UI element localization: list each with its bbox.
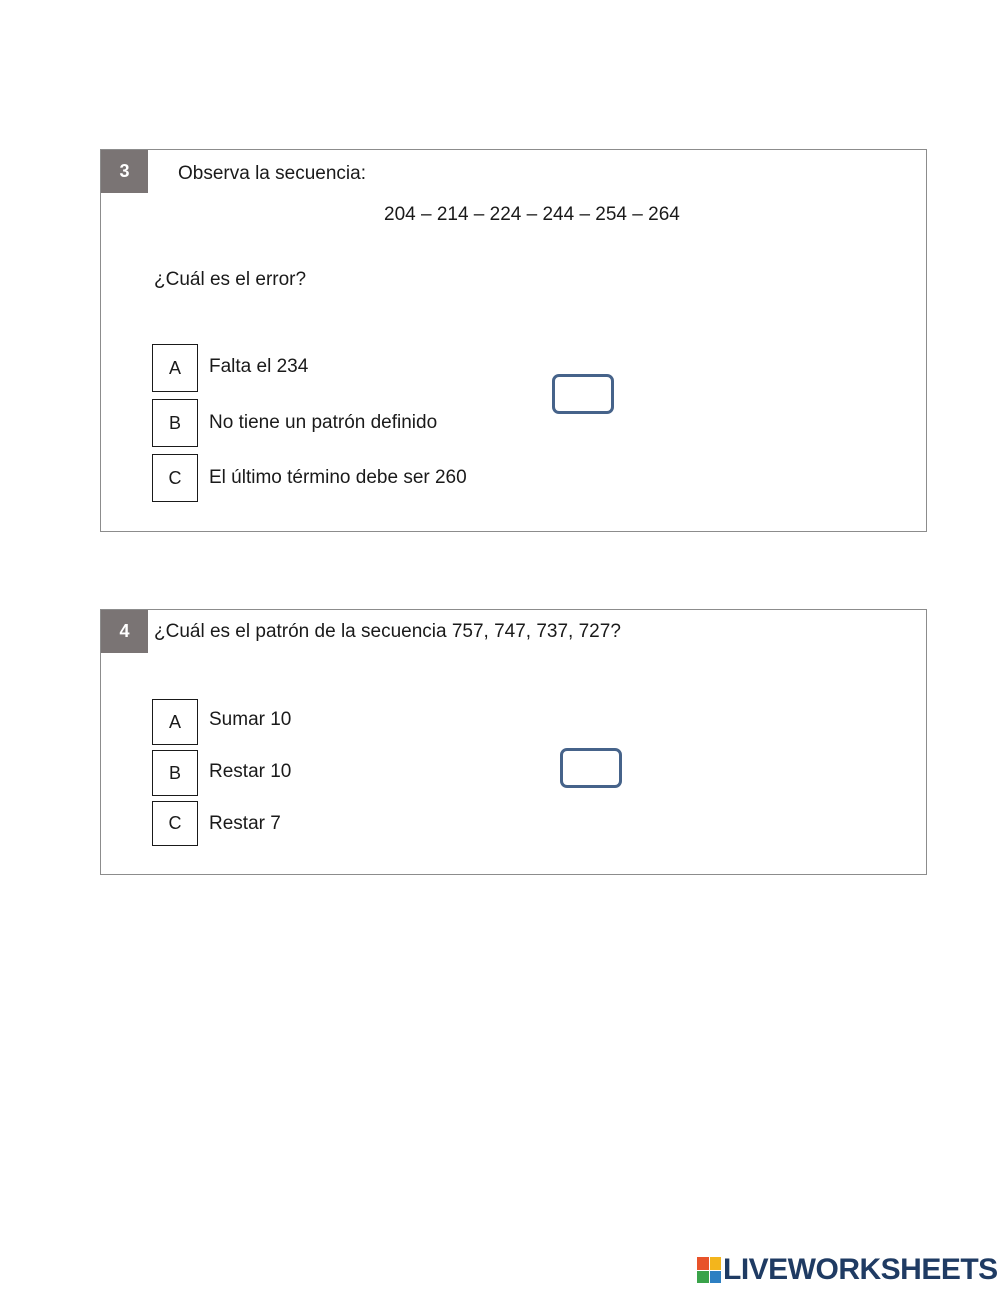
liveworksheets-logo (697, 1254, 998, 1286)
question-4-card (100, 609, 927, 875)
question-prompt: ¿Cuál es el patrón de la secuencia 757, 747, 737, 727? (154, 621, 621, 642)
option-c-letter[interactable]: C (152, 801, 198, 846)
option-a-text: Falta el 234 (209, 356, 309, 377)
sequence-text: 204 – 214 – 224 – 244 – 254 – 264 (384, 204, 680, 225)
question-number-badge: 3 (101, 150, 148, 193)
option-a-text: Sumar 10 (209, 709, 292, 730)
option-b-text: Restar 10 (209, 761, 292, 782)
question-3-card (100, 149, 927, 532)
option-a-letter[interactable]: A (152, 699, 198, 745)
option-a-letter[interactable]: A (152, 344, 198, 392)
answer-input-box[interactable] (552, 374, 614, 414)
logo-text: LIVEWORKSHEETS (723, 1253, 998, 1286)
answer-input-box[interactable] (560, 748, 622, 788)
option-b-text: No tiene un patrón definido (209, 412, 438, 433)
question-subprompt: ¿Cuál es el error? (154, 269, 307, 290)
option-c-text: El último término debe ser 260 (209, 467, 467, 488)
option-c-letter[interactable]: C (152, 454, 198, 502)
question-prompt: Observa la secuencia: (178, 163, 366, 184)
option-b-letter[interactable]: B (152, 399, 198, 447)
logo-mark-icon (697, 1257, 721, 1283)
question-number-badge: 4 (101, 610, 148, 653)
option-b-letter[interactable]: B (152, 750, 198, 796)
option-c-text: Restar 7 (209, 813, 281, 834)
